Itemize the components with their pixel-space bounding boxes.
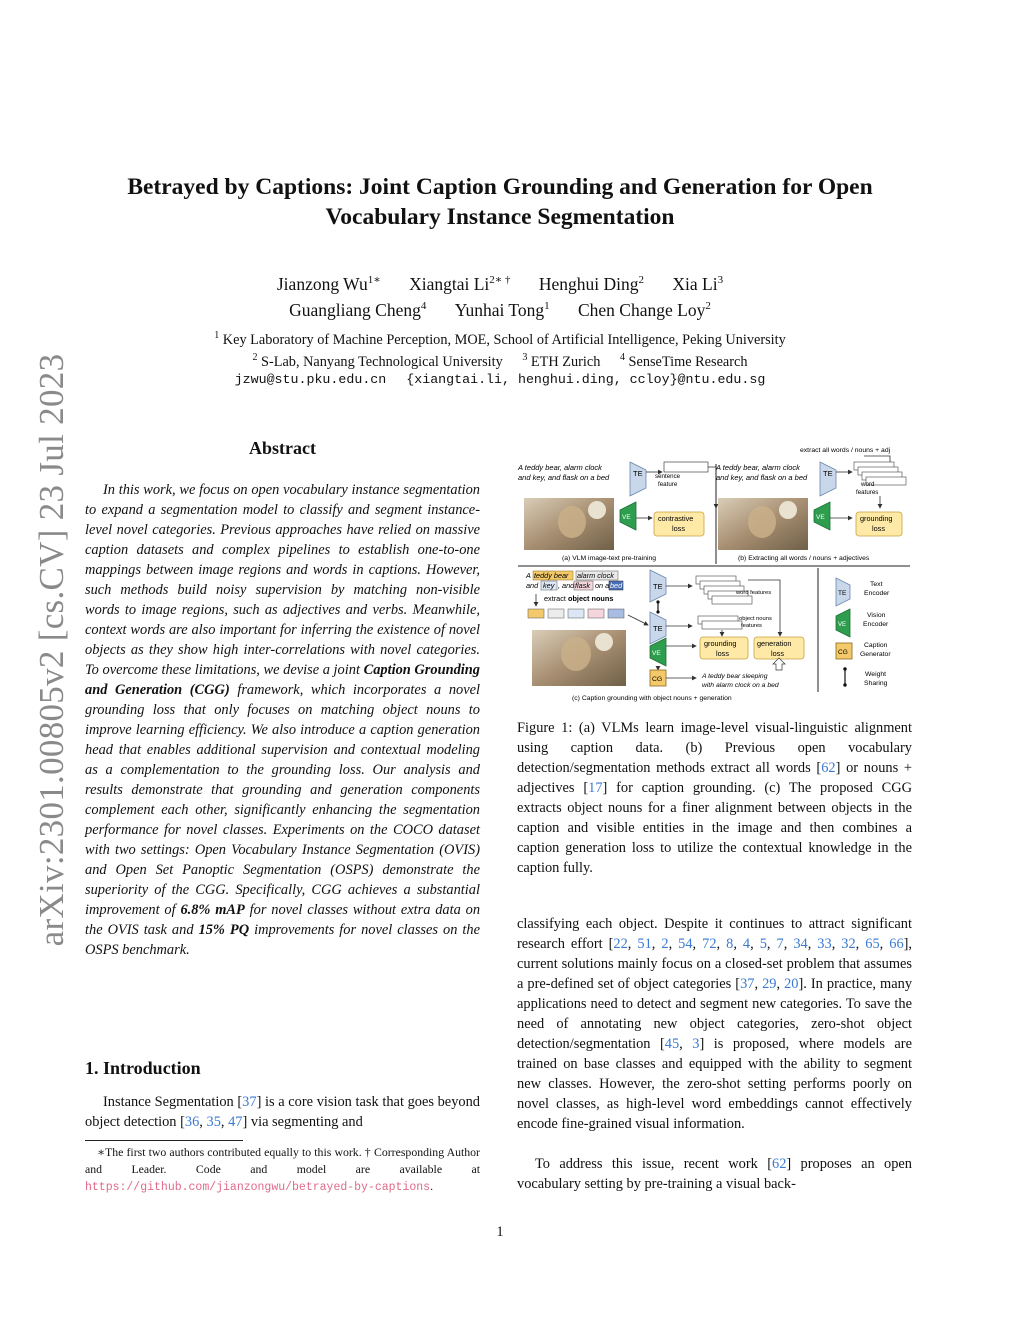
citation-link[interactable]: 34: [793, 936, 808, 952]
svg-text:with alarm clock on a bed: with alarm clock on a bed: [702, 682, 779, 689]
author: Xiangtai $Li^{2∗ \dagger}$: [409, 273, 511, 294]
footnote-rule: [85, 1140, 243, 1141]
svg-text:teddy bear: teddy bear: [534, 571, 569, 580]
code-link[interactable]: https://github.com/jianzongwu/betrayed-by-captions: [85, 1181, 431, 1194]
citation-link[interactable]: 62: [772, 1156, 787, 1172]
citation-link[interactable]: 51: [637, 936, 652, 952]
svg-text:on a: on a: [595, 581, 610, 590]
svg-text:loss: loss: [771, 649, 784, 658]
text-encoder-b: [820, 462, 836, 496]
citation-link[interactable]: 32: [841, 936, 856, 952]
arxiv-stamp: arXiv:2301.00805v2 [cs.CV] 23 Jul 2023: [32, 353, 71, 947]
citation-link[interactable]: 29: [762, 976, 777, 992]
footnote: ∗The first two authors contributed equally to this work. † Corresponding Author and Leader. Code and model are available at https://github.com/jianzongwu/betrayed-by-captions.: [85, 1145, 480, 1194]
svg-text:key: key: [543, 581, 555, 590]
svg-text:Generator: Generator: [860, 651, 891, 658]
figure-1: [512, 440, 912, 708]
svg-text:loss: loss: [672, 524, 685, 533]
svg-text:CG: CG: [838, 649, 848, 656]
svg-text:extract: extract: [544, 594, 566, 603]
svg-text:and: and: [526, 581, 539, 590]
panel-b: [715, 447, 906, 562]
svg-text:features: features: [741, 623, 762, 629]
citation-link[interactable]: 45: [664, 1036, 680, 1052]
svg-text:contrastive: contrastive: [658, 514, 694, 523]
svg-text:loss: loss: [716, 649, 729, 658]
svg-text:Encoder: Encoder: [864, 590, 890, 597]
svg-text:extract all words / nouns + ad: extract all words / nouns + adj: [800, 447, 891, 454]
right-paragraph-2: To address this issue, recent work [62] proposes an open vocabulary setting by pre-training a visual back-: [517, 1156, 912, 1192]
citation-link[interactable]: 2: [661, 936, 669, 952]
svg-text:(c) Caption grounding with obj: (c) Caption grounding with object nouns + generation: [572, 695, 732, 702]
svg-text:TE: TE: [653, 624, 663, 633]
svg-text:TE: TE: [838, 590, 847, 597]
panel-a: [517, 462, 716, 562]
author: Chen Change Loy$^2$: [577, 299, 711, 320]
citation-link[interactable]: 22: [613, 936, 628, 952]
citation-list: 45, 3: [664, 1036, 700, 1052]
svg-text:feature: feature: [658, 481, 678, 488]
figure-legend: [836, 578, 891, 687]
svg-text:alarm clock: alarm clock: [577, 571, 614, 580]
svg-text:TE: TE: [633, 469, 643, 478]
intro-heading: 1. Introduction: [85, 1058, 201, 1078]
svg-text:TE: TE: [823, 469, 833, 478]
svg-text:grounding: grounding: [704, 639, 737, 648]
authors-row-2: [100, 294, 900, 322]
svg-text:sentence: sentence: [655, 473, 681, 480]
svg-text:word features: word features: [736, 590, 772, 596]
citation-link[interactable]: 54: [678, 936, 693, 952]
svg-text:word: word: [861, 481, 875, 488]
citation-link[interactable]: 62: [821, 760, 836, 776]
citation-link[interactable]: 8: [726, 936, 734, 952]
intro-text: Instance Segmentation [37] is a core vision task that goes beyond object detection [36, 35, 47] via segmenting and: [85, 1094, 480, 1130]
svg-text:object nouns: object nouns: [739, 616, 772, 622]
svg-text:bed: bed: [610, 581, 623, 590]
svg-text:A teddy bear sleeping: A teddy bear sleeping: [702, 673, 768, 680]
citation-link[interactable]: 37: [242, 1094, 257, 1110]
affiliation-1: $^1$ Key Laboratory of Machine Perception, MOE, School of Artificial Intelligence, Peking University: [214, 330, 786, 348]
svg-text:Text: Text: [870, 581, 883, 588]
citation-link[interactable]: 4: [742, 936, 751, 952]
figure-caption: Figure 1: (a) VLMs learn image-level visual-linguistic alignment using caption data. (b) Previous open vocabulary detection/segmentation methods extract all words [62] or nouns + adjectives [17] for caption grounding. (c) The proposed CGG extracts object nouns for a finer alignment between objects in the caption and visible entities in the image and then combines a caption generation loss to utilize the contextual knowledge in the caption fully.: [517, 720, 912, 876]
svg-text:CG: CG: [652, 676, 663, 683]
citation-link[interactable]: 33: [817, 936, 832, 952]
svg-text:VE: VE: [838, 622, 847, 628]
svg-text:loss: loss: [872, 524, 885, 533]
authors-row-1: [100, 268, 900, 296]
author: Yunhai Tong$^1$: [454, 299, 550, 320]
svg-text:A teddy bear, alarm clock: A teddy bear, alarm clock: [518, 463, 602, 472]
svg-text:object nouns: object nouns: [568, 594, 614, 603]
svg-text:Weight: Weight: [865, 671, 887, 678]
citation-list: 22, 51, 2, 54, 72, 8, 4, 5, 7, 34, 33, 32, 65, 66: [613, 936, 904, 952]
citation-list: 37, 29, 20: [740, 976, 799, 992]
citation-link[interactable]: 17: [588, 780, 603, 796]
svg-text:VE: VE: [816, 514, 825, 521]
author: Jianzong $Wu^{1∗}$: [276, 273, 381, 294]
text-encoder-a: [630, 462, 646, 496]
citation-link[interactable]: 35: [206, 1114, 221, 1130]
svg-text:A teddy bear, alarm clock: A teddy bear, alarm clock: [716, 463, 800, 472]
citation-link[interactable]: 20: [784, 976, 799, 992]
svg-text:and key, and flask on a bed: and key, and flask on a bed: [518, 473, 610, 482]
citation-link[interactable]: 5: [759, 936, 767, 952]
page-number: 1: [496, 1224, 504, 1240]
right-paragraph-1: classifying each object. Despite it continues to attract significant research effort [22, 51, 2, 54, 72, 8, 4, 5, 7, 34, 33, 32, 65, 66], current solutions mainly focus on a closed-set problem that assumes a pre-defined set of object categories [37, 29, 20]. In practice, many applications need to detect and segment new categories. To save the need of annotating new object categories, zero-shot object detection/segmentation [45, 3] is proposed, where models are trained on base classes and equipped with the ability to segment new classes. However, the zero-shot setting performs poorly on novel classes, as high-level word embeddings cannot effectively encode fine-grained visual information.: [517, 916, 913, 1132]
citation-link[interactable]: 72: [702, 936, 717, 952]
svg-text:VE: VE: [622, 514, 631, 521]
svg-text:flask: flask: [575, 581, 591, 590]
citation-link[interactable]: 47: [228, 1114, 243, 1130]
panel-c: [522, 570, 804, 702]
abstract-heading: Abstract: [249, 438, 316, 458]
svg-text:VE: VE: [652, 650, 661, 657]
author: Xia Li$^3$: [672, 273, 724, 294]
citation-link[interactable]: 37: [740, 976, 755, 992]
emails: jzwu@stu.pku.edu.cn {xiangtai.li, henghui.ding, ccloy}@ntu.edu.sg: [234, 372, 766, 387]
affiliations-row-2: $^2$ S-Lab, Nanyang Technological University $^3$ ETH Zurich $^4$ SenseTime Research: [252, 352, 748, 370]
svg-text:features: features: [856, 489, 879, 496]
abstract-text: In this work, we focus on open vocabulary instance segmentation to expand a segmentation model to classify and segment instance-level novel categories. Previous approaches have relied on massive caption datasets and complex pipelines to establish one-to-one mappings between image regions and words in captions. However, such methods build noisy supervision by matching non-visible words to image regions, such as adjectives and verbs. Meanwhile, context words are also important for inferring the existence of novel objects as they show high inter-correlations with novel categories. To overcome these limitations, we devise a joint Caption Grounding and Generation (CGG) framework, which incorporates a novel grounding loss that only focuses on matching object nouns to improve learning efficiency. We also introduce a caption generation head that enables additional supervision and contextual modeling as a complementation to the grounding loss. Our analysis and results demonstrate that grounding and generation components complement each other, significantly enhancing the segmentation performance for novel classes. Experiments on the COCO dataset with two settings: Open Vocabulary Instance Segmentation (OVIS) and Open Set Panoptic Segmentation (OSPS) demonstrate the superiority of the CGG. Specifically, CGG achieves a substantial improvement of 6.8% mAP for novel classes without extra data on the OVIS task and 15% PQ improvements for novel classes on the OSPS benchmark.: [85, 482, 481, 958]
svg-text:, and: , and: [558, 581, 575, 590]
svg-text:(b) Extracting all words / nou: (b) Extracting all words / nouns + adjectives: [738, 555, 870, 562]
author: Guangliang Cheng$^4$: [289, 299, 427, 320]
svg-text:Vision: Vision: [867, 612, 886, 619]
svg-text:A: A: [526, 571, 531, 580]
svg-text:generation: generation: [757, 639, 792, 648]
svg-text:Sharing: Sharing: [864, 680, 888, 687]
citation-link[interactable]: 36: [184, 1114, 200, 1130]
svg-text:(a) VLM image-text pre-trainin: (a) VLM image-text pre-training: [562, 555, 657, 562]
citation-link[interactable]: 66: [889, 936, 904, 952]
svg-text:Encoder: Encoder: [863, 621, 889, 628]
svg-text:and key, and flask on a bed: and key, and flask on a bed: [716, 473, 808, 482]
sentence-feature: [664, 462, 708, 472]
citation-link[interactable]: 3: [692, 1036, 700, 1052]
svg-text:TE: TE: [653, 582, 663, 591]
citation-link[interactable]: 7: [776, 936, 784, 952]
author: Henghui Ding$^2$: [538, 273, 645, 294]
paper-title: Betrayed by Captions: Joint Caption Grounding and Generation for Open Vocabulary Instance Segmentation: [127, 174, 873, 230]
svg-text:Caption: Caption: [864, 642, 888, 649]
citation-link[interactable]: 65: [865, 936, 880, 952]
svg-text:grounding: grounding: [860, 514, 893, 523]
